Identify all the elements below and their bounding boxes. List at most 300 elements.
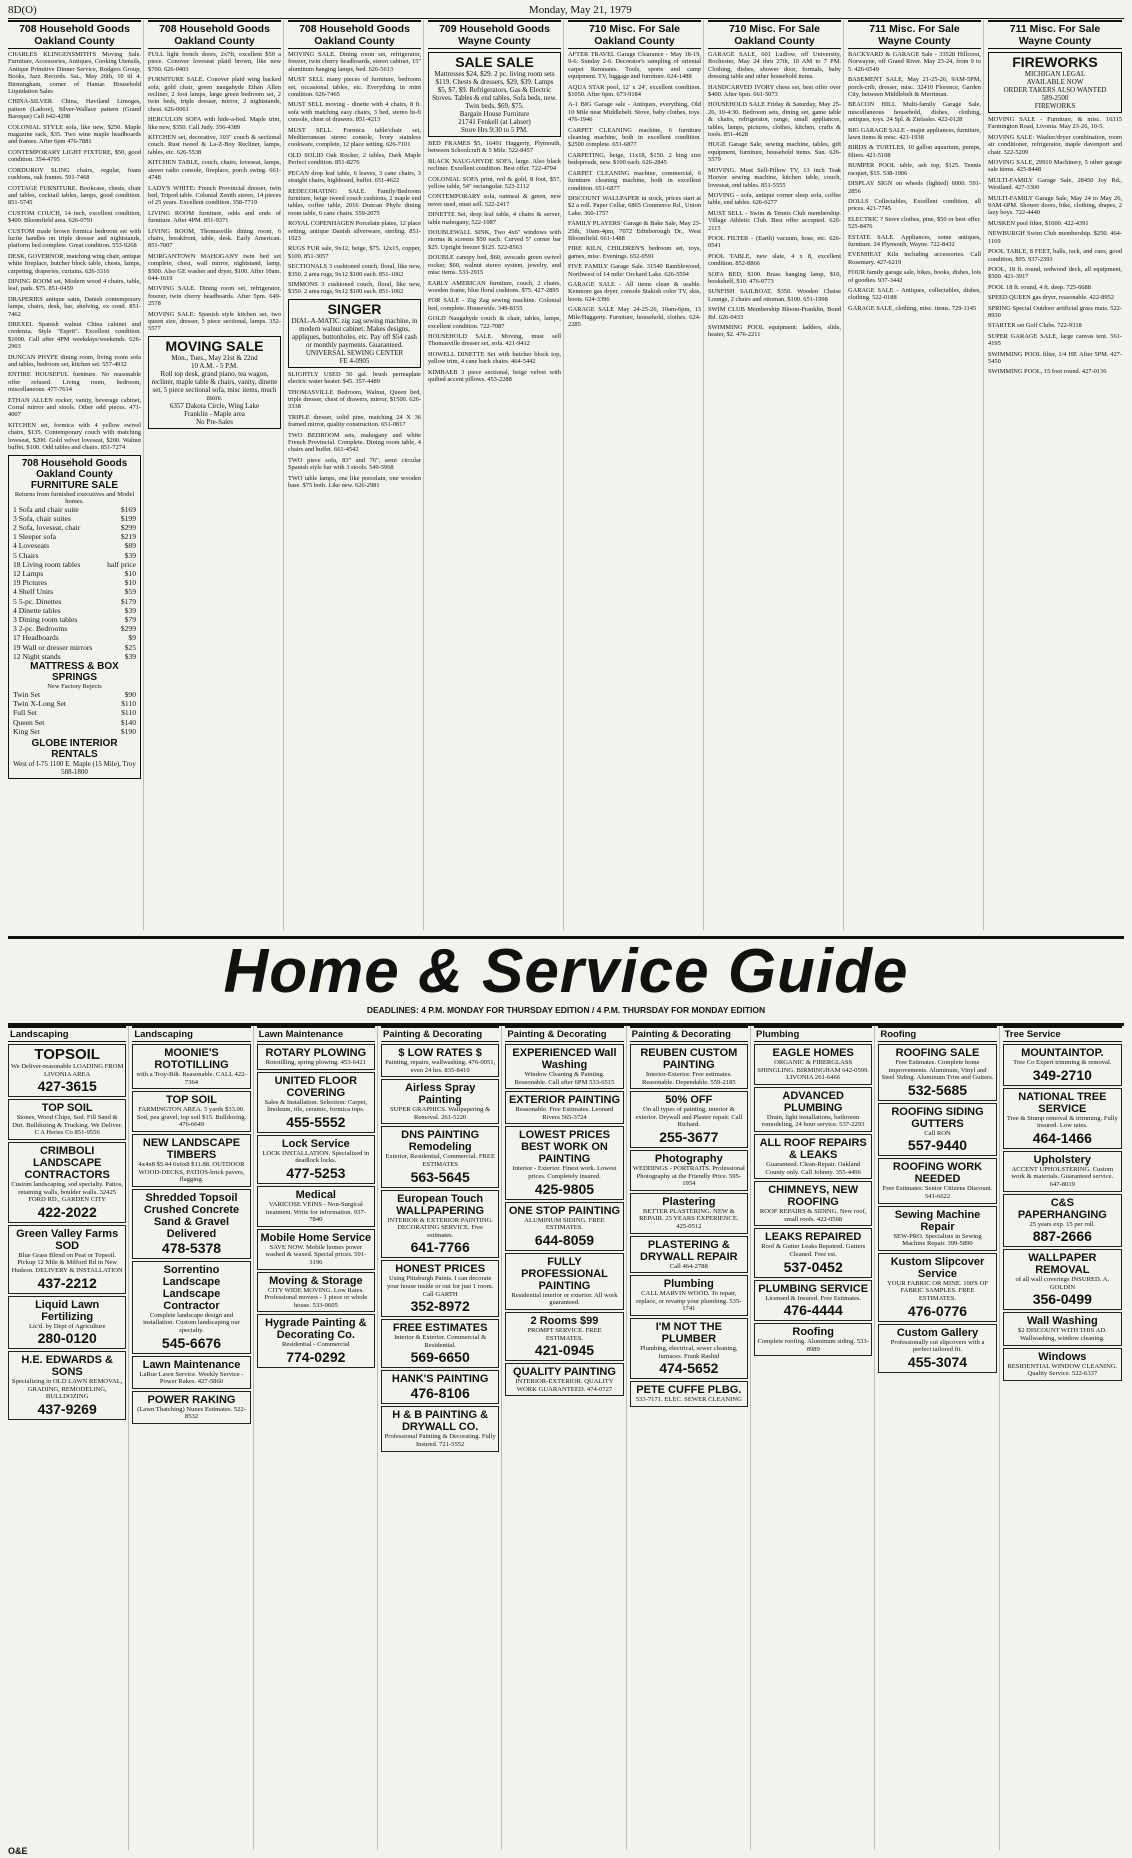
classified-ad: SECTIONALS 3 cushioned couch, floral, like new, $350. 2 area rugs, 9x12 $100 each. 851-1062	[288, 263, 421, 278]
classified-ad: KITCHEN set, decorative, 103" couch & sectional couch. Rust tweed & La-Z-Boy Recliner, lamps, tables, etc. 626-5538	[148, 134, 281, 156]
column-header	[988, 20, 1122, 49]
service-ad-phone: 455-5552	[286, 1113, 346, 1130]
service-ad	[1003, 1044, 1122, 1086]
classified-ad: POOL FILTER - (Earth) vacuum, hose, etc. 626-0541	[708, 234, 841, 250]
service-ad-text: Roof & Gutter Leaks Repaired. Gutters Cleaned. Free est.	[761, 1243, 866, 1258]
classified-ad: FIVE FAMILY Garage Sale. 31540 Ramblewood, Northwest of 14 mile/ Orchard Lake. 626-5594	[568, 263, 701, 278]
item-price: $39	[124, 605, 136, 615]
furniture-sale-row	[13, 532, 136, 541]
column-header-line: Oakland County	[734, 35, 815, 47]
service-ad-text: Call 464-2788	[669, 1262, 708, 1270]
column-header	[708, 20, 841, 49]
classified-ad: KITCHEN TABLE, couch, chairs, loveseat, lamps, stereo radio console, fireplace, porch swing. 661-4748	[148, 159, 281, 182]
service-ad-text: ALUMINUM SIDING. FREE ESTIMATES.	[524, 1216, 605, 1232]
service-ad	[8, 1142, 126, 1223]
mattress-row	[13, 718, 136, 727]
display-ad-line: Mattresses $24, $29. 2 pc. living room sets $119. Chests & dressers, $29, $39. Lamps $5, $7, $9. Refrigerators, Gas & Electric Stoves. Tables & end tables. Sofa beds, new. Twin beds, $69, $75.	[432, 70, 557, 110]
display-ad-title: SALE SALE	[455, 54, 534, 70]
service-ad-text: SUPER GRAPHICS. Wallpapering & Removal. 261-5220	[390, 1106, 491, 1121]
guide-column	[630, 1026, 751, 1850]
display-ad-line: 10 A.M. - 5 P.M.	[190, 361, 239, 370]
service-ad-text: Plumbing, electrical, sewer cleaning, furnaces. Frank Rashid	[640, 1344, 738, 1360]
service-ad-text: Interior & Exterior. Commercial & Residential.	[394, 1334, 487, 1349]
service-ad-phone: 887-2666	[1032, 1228, 1092, 1245]
classified-ad: GARAGE SALE, 601 Ludlow, off University, Rochester, May 24 thru 27th, 10 AM to 7 PM. Clothing, dishes, shower door, formals, baby dressing table and other household items.	[708, 51, 841, 81]
service-ad-phone: 455-3074	[907, 1353, 968, 1370]
service-ad-text: Blue Grass Blend on Peat or Topsoil. Pickup 12 Mile & Milford Rd in New Hudson. DELIVERY & INSTALLATION	[11, 1251, 123, 1274]
service-ad-phone: 641-7766	[410, 1239, 470, 1256]
service-ad-text: Using Pittsburgh Paints. I can decorate your house inside or out for just 1 room. Call GARTH	[386, 1275, 494, 1298]
service-ad	[8, 1225, 126, 1294]
service-ad-title: I'M NOT THE PLUMBER	[655, 1320, 722, 1345]
service-ad-text: ACCENT UPHOLSTERING. Custom work & materials. Guaranteed service. 647-8019	[1011, 1165, 1114, 1188]
service-ad-text: $2 DISCOUNT WITH THIS AD. Wallwashing, window cleaning.	[1017, 1327, 1107, 1342]
classified-ad: MOVING SALE. Dining room set, refrigerator, freezer, twin cherry headboards, stereo cabinet, 15" aluminum hanging lamps, bed. 626-5613	[288, 51, 421, 73]
service-ad-title: TOP SOIL	[166, 1094, 217, 1107]
service-ad-title: FREE ESTIMATES	[392, 1322, 488, 1335]
classified-ad: SUPER GARAGE SALE, large canvas tent. 561-4195	[988, 332, 1122, 348]
guide-category-header: Painting & Decorating	[505, 1026, 623, 1042]
service-ad-text: Specializing in OLD LAWN REMOVAL, GRADING, REMODELING, BULLDOZING	[11, 1378, 123, 1401]
service-ad	[630, 1318, 748, 1379]
classified-ad: POOL TABLE, 8 FEET, balls, rack, and cues, good condition, $95. 937-2393	[988, 248, 1122, 263]
service-ad	[1003, 1249, 1122, 1310]
service-ad-title: HONEST PRICES	[395, 1263, 486, 1276]
furniture-sale-row	[13, 624, 136, 633]
service-ad-title: EAGLE HOMES	[772, 1047, 854, 1059]
column-header-line: Oakland County	[34, 35, 115, 47]
item-price: $140	[120, 717, 136, 727]
furniture-sale-row	[13, 597, 136, 606]
classified-ad: FAMILY PLAYERS' Garage & Bake Sale, May 23-25th, 10am-4pm, 7072 Edinborough Dr., West Bloomfield. 661-1488	[568, 220, 701, 242]
furniture-sale-heading: 708 Household Goods Oakland County	[21, 457, 128, 480]
mattress-row	[13, 727, 136, 736]
banner-deadlines: DEADLINES: 4 P.M. MONDAY FOR THURSDAY EDITION / 4 P.M. THURSDAY FOR MONDAY EDITION	[366, 1005, 766, 1015]
service-ad-title: NEW LANDSCAPE TIMBERS	[142, 1136, 241, 1161]
service-ad-title: Lawn Maintenance	[142, 1358, 241, 1371]
item-name: 3 2-pc. Bedrooms	[13, 624, 68, 634]
item-name: 1 Sleeper sofa	[13, 532, 57, 542]
guide-column	[381, 1026, 502, 1850]
classified-ad: SWIMMING POOL, 15 foot round. 427-0136	[988, 368, 1107, 376]
column-header	[428, 20, 561, 49]
service-ad-text: LOCK INSTALLATION. Specialized in deadlock locks.	[262, 1149, 370, 1165]
classified-ad: TWO BEDROOM sets, mahogany and white French Provincial. Complete. Dining room table, 4 chairs and buffet. 661-4542	[288, 431, 421, 454]
display-ad-line: Bargain House Furniture	[459, 110, 530, 118]
column-header	[848, 20, 981, 49]
service-ad	[878, 1103, 996, 1157]
classified-ad: DUNCAN PHYFE dining room, living room sofa and tables, bedroom set, kitchen set. 557-4932	[8, 353, 141, 369]
service-ad-phone: 532-5685	[907, 1081, 968, 1098]
service-ad	[381, 1406, 499, 1451]
classified-ad: FIRE KILN, CHILDREN'S bedroom set, toys, games, misc. Evenings. 652-0591	[568, 245, 701, 260]
display-ad-line: AVAILABLE NOW	[1026, 78, 1084, 86]
service-ad	[630, 1236, 748, 1274]
service-ad-text: Sales & Installation. Selection: Carpet, linoleum, tile, ceramic, formica tops.	[264, 1098, 368, 1114]
service-ad-text: Complete landscape design and installation. Custom landscaping our specialty.	[143, 1311, 240, 1334]
service-ad-title: WALLPAPER REMOVAL	[1028, 1252, 1097, 1277]
classified-ad: AFTER TRAVEL Garage Clearance - May 18-19, 9-6. Sunday 2-6. Decorator's sampling of oriental carpet Remnants. Tools, sports and camp equipment. TV, luggage and furniture. 624-1488	[568, 51, 701, 81]
service-ad-text: Interior - Exterior. Finest work. Lowest prices. Completely insured.	[512, 1165, 617, 1180]
service-ad-text: Reasonable. Free Estimates. Leonard Rivera 565-3724	[515, 1106, 614, 1121]
item-price: $10	[124, 568, 136, 578]
service-ad-phone: 356-0499	[1032, 1291, 1092, 1308]
column-header-line: 708 Household Goods	[299, 23, 410, 35]
service-ad-text: WEDDINGS - PORTRAITS. Professional Photography at the Friendly Price. 595-1954	[632, 1164, 745, 1188]
service-ad	[630, 1091, 748, 1148]
service-ad-title: $ LOW RATES $	[398, 1047, 482, 1059]
service-ad-text: Window Cleaning & Painting. Reasonable. Call after 6PM 533-6515	[514, 1071, 615, 1086]
service-ad-text: ORGANIC & FIBERGLASS SHINGLING. BIRMINGHAM 642-0599. LIVONIA 261-6466	[757, 1059, 870, 1082]
service-ad	[381, 1044, 499, 1077]
service-ad	[754, 1323, 872, 1356]
item-name: Queen Set	[13, 717, 45, 727]
service-ad-text: We Deliver-reasonable LOADING FROM LIVONIA AREA	[11, 1063, 124, 1078]
service-ad-text: VARICOSE VEINS - Non-Surgical treatment. Write for information. 937-7840	[265, 1200, 366, 1224]
column-header-line: Oakland County	[314, 35, 395, 47]
display-ad-title: SINGER	[327, 300, 382, 317]
item-price: $79	[124, 614, 136, 624]
column-header	[148, 20, 281, 49]
service-ad-title: REUBEN CUSTOM PAINTING	[640, 1047, 738, 1071]
service-ad-phone: 545-6676	[161, 1334, 222, 1351]
service-ad-text: ROOF REPAIRS & SIDING. New roof, small roofs. 422-0568	[759, 1208, 867, 1223]
furniture-sale-address: West of I-75 1100 E. Maple (15 Mile), Troy 588-1800	[13, 759, 136, 776]
service-ad	[257, 1186, 375, 1227]
classified-ad: SPRING Special Outdoor artificial grass mats. 522-8930	[988, 304, 1122, 319]
classified-ad: COLONIAL STYLE sofa, like new, $250. Maple magazine rack, $35. Two wine maple headboards and frames. After 6pm 476-7881	[8, 123, 141, 146]
service-ad-text: (Lawn Thatching) Nunes Estimates. 522-8532	[137, 1405, 246, 1421]
furniture-sale-row	[13, 615, 136, 624]
display-ad-line: UNIVERSAL SEWING CENTER	[305, 348, 404, 357]
service-ad-text: Guaranteed. Clean-Repair. Oakland County only. Call Johnny. 355-4496	[765, 1160, 861, 1176]
item-name: Twin Set	[13, 689, 41, 699]
service-ad-text: INTERIOR & EXTERIOR PAINTING. DECORATING SERVICE. Free estimates.	[387, 1216, 493, 1239]
classified-ad: CUSTOM made brown formica bedroom set with lucite handles on triple dresser and nightstands, platform bed complete. Great condition. 553-9268	[8, 227, 141, 250]
display-ad	[988, 52, 1122, 113]
service-ad-text: Professionally cut slipcovers with a perfect tailored fit.	[890, 1338, 985, 1354]
column-header-line: Wayne County	[878, 35, 951, 47]
classified-ad: SPEED QUEEN gas dryer, reasonable. 422-8952	[988, 294, 1114, 302]
classified-ad: FURNITURE SALE. Conover plaid wing backed sofa, gold chair, green naugahyde Ethan Allen recliner, 2 foot lamps, large green bedroom set, 2 twin beds, triple dresser, mirror, 2 nightstands, chest. 626-0061	[148, 76, 281, 113]
service-ad	[1003, 1348, 1122, 1381]
classified-ad: MUST SELL moving - dinette with 4 chairs, 8 ft. sofa with matching easy chairs, 3 bed, stereo hi-fi console, chest of drawers. 851-4213	[288, 101, 421, 124]
classified-ad: MUST SELL many pieces of furniture, bedroom set, occasional tables, etc. Everything in mint condition. 626-7465	[288, 76, 421, 99]
furniture-sale-row	[13, 523, 136, 532]
service-ad	[630, 1150, 748, 1191]
service-ad	[381, 1260, 499, 1317]
display-ad-line: FIREWORKS	[1034, 102, 1076, 110]
guide-category-header: Painting & Decorating	[381, 1026, 499, 1042]
column-header-line: 708 Household Goods	[159, 23, 270, 35]
service-ad	[8, 1351, 126, 1420]
classified-ad: TRIPLE dresser, solid pine, matching 24 X 36 framed mirror, quality construction. 651-0817	[288, 413, 421, 429]
service-ad-text: INTERIOR-EXTERIOR. QUALITY WORK GUARANTEED. 474-0727	[515, 1378, 614, 1393]
service-ad-phone: 352-8972	[410, 1298, 470, 1315]
classified-ad: GARAGE SALE May 24-25-26, 10am-6pm, 13 Mile/Haggerty. Furniture, household, clothes. 624-2285	[568, 306, 701, 328]
classified-ad: ELECTRIC ? Stove clothes, pine, $50 or best offer. 525-8476	[848, 215, 981, 231]
service-ad-text: CITY WIDE MOVING. Low Rates. Professional movers - 1 piece or whole house. 533-0605	[264, 1286, 368, 1309]
classified-ad: BUMPER POOL table, ash top, $125. Tennis racquet, $15. 538-1906	[848, 162, 981, 177]
classified-ad: SWIMMING POOL filter, 1/4 HP. After 5PM. 427-5450	[988, 350, 1122, 365]
column-header-line: 710 Misc. For Sale	[728, 23, 821, 35]
guide-category-header: Tree Service	[1003, 1026, 1122, 1042]
classified-ad: DINING ROOM set, Modern wood 4 chairs, table, leaf, pads. $75. 851-0459	[8, 277, 141, 293]
service-ad	[505, 1091, 623, 1124]
furniture-sale-row	[13, 569, 136, 578]
guide-column	[1003, 1026, 1124, 1850]
service-ad	[630, 1044, 748, 1089]
service-ad	[257, 1229, 375, 1270]
column-header-line: 710 Misc. For Sale	[588, 23, 681, 35]
classified-column	[848, 20, 984, 930]
item-price: $59	[124, 587, 136, 597]
service-ad-phone: 474-5652	[659, 1360, 719, 1377]
classified-ad: RUGS FUR sale, 9x12, beige, $75. 12x15, copper, $100. 851-3057	[288, 245, 421, 260]
classified-ad: MOVING SALE: Washer/dryer combination, room air conditioner, refrigerator, maple davenport and chair. 522-5209	[988, 133, 1122, 156]
service-ad-text: Interior-Exterior. Free estimates. Reasonable. Dependable. 559-2185	[641, 1071, 736, 1086]
service-ad-text: FARMINGTON AREA. 5 yards $33.00. Sod, pea gravel, top soil $15. Bulldozing. 476-6649	[136, 1106, 247, 1129]
furniture-sale-row	[13, 514, 136, 523]
service-ad	[1003, 1151, 1122, 1192]
service-ad-title: Photography	[654, 1152, 723, 1165]
service-ad-phone: 255-3677	[659, 1128, 719, 1145]
classified-ad: KIMBAEB 3 piece sectional, beige velvet with quilted accent pillows. 453-2288	[428, 368, 561, 383]
display-ad-line: FE 4-0905	[339, 356, 370, 365]
service-ad	[878, 1044, 996, 1101]
banner-title: Home & Service Guide	[223, 937, 909, 1006]
guide-column	[132, 1026, 253, 1850]
service-ad-title: FULLY PROFESSIONAL PAINTING	[521, 1255, 608, 1292]
page-header	[8, 4, 1124, 19]
classified-ad: ROYAL COPENHAGEN Porcelain plates, 12 place setting, antique Danish silverware, sterling. 851-1023	[288, 220, 421, 242]
display-ad-line: Roll top desk, grand piano, tea wagon, recliner, maple table & chairs, vanity, dinette set, 5 piece sectional sofa, misc items, much more.	[151, 369, 278, 402]
classified-ad: HANDCARVED IVORY chess set, best offer over $400. After 6pm. 661-5073	[708, 83, 841, 99]
item-name: 5 5-pc. Dinettes	[13, 596, 62, 606]
column-header	[288, 20, 421, 49]
guide-category-header: Landscaping	[8, 1026, 126, 1042]
column-header-line: Wayne County	[1018, 35, 1092, 47]
classified-ad: SWIMMING POOL equipment: ladders, slide, heater, $2. 476-2211	[708, 324, 841, 339]
classified-column	[988, 20, 1124, 930]
service-ad-title: ADVANCED PLUMBING	[782, 1089, 844, 1114]
classified-ad: BEACON HILL Multi-family Garage Sale, miscellaneous household, dishes, clothing, antiques, toys. 24 Spl. & Zielasko. 422-0128	[848, 101, 981, 124]
display-ad-line: 6357 Dakota Circle, Wing Lake	[169, 401, 260, 410]
service-ad	[257, 1135, 375, 1184]
service-ad	[132, 1356, 250, 1389]
item-price: $10	[124, 578, 136, 588]
item-name: 19 Wall or dresser mirrors	[13, 642, 93, 652]
guide-column	[505, 1026, 626, 1850]
service-ad	[505, 1363, 623, 1396]
item-price: $25	[124, 642, 136, 652]
service-ad-phone: 422-2022	[37, 1203, 97, 1220]
furniture-sale-row	[13, 643, 136, 652]
service-ad-text: of all wall coverings INSURED. A. GOLDIN	[1015, 1276, 1110, 1291]
furniture-sale-subtitle: Returns from furnished executives and Model homes.	[14, 490, 135, 505]
display-ad-line: 589-2500	[1041, 94, 1069, 102]
service-ad-title: Kustom Slipcover Service	[890, 1255, 985, 1280]
classified-ad: CHINA-SILVER. China, Haviland Limoges, pattern (Ladore), Silver-Wallace pattern (Grand Baroque) Call 642-4298	[8, 98, 141, 121]
service-ad-phone: 464-1466	[1032, 1129, 1092, 1146]
guide-column	[878, 1026, 999, 1850]
classified-ad: OLD SOLID Oak Rocker, 2 tables, Dark Maple Perfect condition. 851-8276	[288, 151, 421, 167]
classified-ad: HOUSEHOLD SALE Friday & Saturday, May 25-26, 10-4:30. Bedroom sets, dining set, game table & chairs, refrigerator, range, small appliances, tables, lamps, pictures, clothes, kitchen, crafts & tools. 851-4628	[708, 101, 841, 139]
furniture-sale-row	[13, 551, 136, 560]
service-ad-title: 2 Rooms $99	[530, 1314, 599, 1327]
classified-ad: TWO table lamps, one like porcelain, one wooden base. $75 both. Like new. 626-2981	[288, 474, 421, 490]
classified-ad: DISCOUNT WALLPAPER in stock, prices start at $2 a roll. Paper Cellar, 6865 Commerce Rd., Union Lake. 360-1757	[568, 194, 701, 217]
classified-ad: HUGE Garage Sale, sewing machine, tables, gift equipment, furniture, household items. Sun. 626-5579	[708, 141, 841, 164]
service-ad-title: Lock Service	[281, 1137, 350, 1150]
service-ad-text: Stones, Wood Chips, Sod. Fill Sand & Dirt. Bulldozing & Trucking. We Deliver. C A Heries Co 851-9556	[12, 1114, 123, 1137]
service-ad-text: Call RON	[924, 1129, 951, 1137]
classified-ad: REDECORATING SALE. Family/Bedroom furniture, beige tweed couch cushions, 2 maple end tables, coffee table, 2016 Duncan Phyfe dining room table, 6 cane chairs. 559-2075	[288, 187, 421, 217]
item-name: 1 Sofa and chair suite	[13, 504, 79, 514]
classified-ad: CARPET CLEANING machine, 6 furniture cleaning machine, both in excellent condition. $2500 complete. 651-6877	[568, 126, 701, 149]
classified-ad: DREXEL Spanish walnut China cabinet and credenza. Style "Esprit". Excellent condition. $1000. Call after 4PM weekdays/weekends. 626-2903	[8, 321, 141, 351]
service-ad-title: PLUMBING SERVICE	[758, 1282, 869, 1295]
item-name: 4 Dinette tables	[13, 605, 61, 615]
display-ad-title: FIREWORKS	[1012, 54, 1098, 70]
item-name: 5 Chairs	[13, 550, 39, 560]
service-ad-text: Residential - Commercial	[281, 1341, 350, 1349]
classified-ad: SOFA BED, $100. Brass hanging lamp, $10, bookshelf, $10. 476-0773	[708, 270, 841, 285]
classified-ad: SWIM CLUB Membership Bloom-Franklin, Bond Rd. 626-0433	[708, 306, 841, 321]
service-ad-phone: 280-0120	[37, 1330, 97, 1347]
item-price: $39	[124, 550, 136, 560]
service-ad-title: MOONIE'S ROTOTILLING	[154, 1047, 229, 1071]
service-ad	[381, 1079, 499, 1124]
classified-ad: CORDUROY SLING chairs, regular, foam cushions, oak frames. 591-7468	[8, 166, 141, 182]
furniture-sale-row	[13, 541, 136, 550]
column-header-line: Wayne County	[458, 35, 531, 47]
service-ad-title: Custom Gallery	[896, 1326, 979, 1339]
service-ad-text: LaRue Lawn Service. Weekly Service - Power Rakes. 427-5860	[139, 1370, 244, 1386]
service-ad-title: LEAKS REPAIRED	[764, 1231, 862, 1244]
item-name: 17 Headboards	[13, 633, 59, 643]
service-ad	[878, 1158, 996, 1203]
service-ad	[1003, 1312, 1122, 1345]
service-ad-title: Plastering	[662, 1195, 716, 1208]
furniture-sale-row	[13, 505, 136, 514]
service-ad	[381, 1319, 499, 1368]
service-ad-title: UNITED FLOOR COVERING	[274, 1074, 358, 1099]
service-ad-phone: 537-0452	[783, 1258, 843, 1275]
service-ad-title: 50% OFF	[665, 1094, 713, 1107]
service-ad-text: Residential interior or exterior. All work guaranteed.	[511, 1291, 618, 1307]
service-ad	[381, 1190, 499, 1259]
service-ad	[257, 1314, 375, 1368]
service-ad-title: EXPERIENCED Wall Washing	[512, 1047, 617, 1071]
guide-column	[8, 1026, 129, 1850]
classified-ad: MOVING SALE: Spanish style kitchen set, two queen size, dresser, 5 piece sectional, lamps. 352-5577	[148, 310, 281, 333]
classified-ad: DRAPERIES antique satin, Danish contemporary lamps, chairs, desk, bar, shelving, ex cond. 851-7462	[8, 295, 141, 318]
service-ad-phone: 476-0776	[907, 1302, 968, 1319]
classified-ad: MOVING - sofa, antique corner sleep sofa, coffee table, end tables. 626-6277	[708, 191, 841, 207]
service-ad-title: Mobile Home Service	[260, 1231, 372, 1244]
classified-column	[148, 20, 284, 930]
item-price: $90	[124, 689, 136, 699]
service-ad-title: QUALITY PAINTING	[513, 1366, 616, 1379]
classified-ad: CARPETING, beige, 11x18, $150. 2 king size bedspreads, new. $100 each. 626-2845	[568, 151, 701, 167]
display-ad-title: MOVING SALE	[165, 337, 264, 354]
classified-ad: CHARLES KLINGENSMITH'S Moving Sale. Furniture, Accessories, Antiques, Cooking Utensils, Antique Primitive Dinner Service, Rodgers Group, Books, Jazz Records. Sat., May 26th, 10 til 4. Birmingham, corner of Hamar. Household Liquidation Sales	[8, 51, 141, 96]
service-ad	[505, 1312, 623, 1361]
service-ad-phone: 563-5645	[410, 1168, 470, 1185]
classified-section	[8, 20, 1124, 930]
classified-ad: MORGANTOWN MAHOGANY twin bed set complete, chest, wall mirror, nightstand, lamp, $500. Also GE washer and dryer, $100. After 10am. 644-1619	[148, 252, 281, 282]
service-ad-phone: 477-5253	[286, 1164, 346, 1181]
service-ad-text: Complete roofing. Aluminum siding. 533-8989	[757, 1338, 869, 1353]
service-ad	[754, 1044, 872, 1085]
service-ad-title: NATIONAL TREE SERVICE	[1018, 1090, 1107, 1115]
display-ad	[148, 336, 281, 429]
classified-ad: MOVING. Must Sell-Pillow TV, 13 inch Teak Hoover sewing machine, kitchen table, couch, loveseat, end tables. 851-5555	[708, 166, 841, 189]
service-ad-text: Painting, repairs, wallwashing. 476-0051, even 24 hrs. 835-8410	[385, 1059, 496, 1074]
service-ad-title: HANK'S PAINTING	[391, 1373, 489, 1386]
item-name: 3 Dining room tables	[13, 614, 78, 624]
service-ad-text: YOUR FABRIC OR MINE. 100'S OF FABRIC SAMPLES. FREE ESTIMATES.	[886, 1279, 989, 1302]
service-ad-phone: 774-0292	[286, 1348, 346, 1365]
item-price: $190	[120, 726, 136, 736]
service-ad	[505, 1253, 623, 1310]
service-ad	[8, 1099, 126, 1140]
classified-ad: HOUSEHOLD SALE. Moving, must sell Thomasville dresser set, sofa. 421-9412	[428, 332, 561, 348]
classified-ad: DESK, GOVERNOR, matching wing chair, antique white fireplace, butcher block table, chests, lamps, carpeting, draperies, curtains. 626-3316	[8, 252, 141, 275]
classified-ad: FULL light french doors, 2x7ft, excellent $50 a piece. Conover loveseat plaid brown, like new $700. 626-0403	[148, 51, 281, 73]
classified-column	[428, 20, 564, 930]
classified-ad: ENTIRE HOUSEFUL furniture. No reasonable offer refused. Living room, bedroom, miscellaneous. 477-7614	[8, 371, 141, 394]
classified-ad: GARAGE SALE, clothing, misc. items. 729-1145	[848, 304, 977, 312]
guide-column	[257, 1026, 378, 1850]
service-ad-text: CALL MARVIN WOOD. To repair, replace, or revamp your plumbing. 535-1741	[636, 1290, 742, 1313]
classified-ad: HERCULON SOFA with hide-a-bed. Maple trim, like new, $350. Call Judy. 356-4389	[148, 116, 281, 131]
mattress-row	[13, 690, 136, 699]
column-header-line: 709 Household Goods	[439, 23, 550, 35]
service-ad-phone: 427-3615	[37, 1078, 97, 1095]
service-ad-title: H & B PAINTING & DRYWALL CO.	[392, 1409, 489, 1434]
service-ad	[132, 1091, 250, 1132]
furniture-sale-row	[13, 578, 136, 587]
classified-ad: DOLLS Collectables, Excellent condition, all prices. 421-7745	[848, 197, 981, 213]
furniture-sale-row	[13, 560, 136, 569]
display-ad-line: Mon., Tues., May 21st & 22nd	[171, 353, 258, 362]
guide-category-header: Landscaping	[132, 1026, 250, 1042]
service-ad-title: POWER RAKING	[147, 1393, 236, 1406]
classified-ad: MUST SELL. Formica table/chair set, Mediterranean stereo console, Ivory stainless cookware, complete, 12 place setting. 626-7101	[288, 126, 421, 149]
column-header-line: 708 Household Goods	[19, 23, 130, 35]
page-date: Monday, May 21, 1979	[528, 4, 632, 16]
classified-ad: COLONIAL SOFA print, red & gold, 8 foot, $57, yellow table, 54" rectangular. 523-2112	[428, 175, 561, 191]
service-ad-title: C&S PAPERHANGING	[1017, 1196, 1107, 1221]
classified-ad: DINETTE Set, drop leaf table, 4 chairs & server, table mahogany, 522-1087	[428, 211, 561, 226]
service-ad	[754, 1134, 872, 1179]
column-header	[8, 20, 141, 49]
service-ad-text: 25 years exp. 15 per roll.	[1029, 1220, 1096, 1228]
item-price: $169	[120, 504, 136, 514]
item-price: $89	[124, 541, 136, 551]
column-header	[568, 20, 701, 49]
column-header-line: Oakland County	[174, 35, 255, 47]
classified-ad: POOL 18 ft. round, 4 ft. deep. 725-6688	[988, 283, 1091, 291]
service-ad-title: CHIMNEYS, NEW ROOFING	[768, 1184, 859, 1209]
service-ad-title: PETE CUFFE PLBG.	[636, 1384, 742, 1397]
service-ad-title: PLASTERING & DRYWALL REPAIR	[640, 1238, 738, 1263]
service-ad	[878, 1206, 996, 1251]
furniture-sale-title: FURNITURE SALE	[30, 479, 119, 491]
service-ad-text: BETTER PLASTERING. NEW & REPAIR. 25 YEARS EXPERIENCE. 425-0512	[639, 1207, 739, 1230]
